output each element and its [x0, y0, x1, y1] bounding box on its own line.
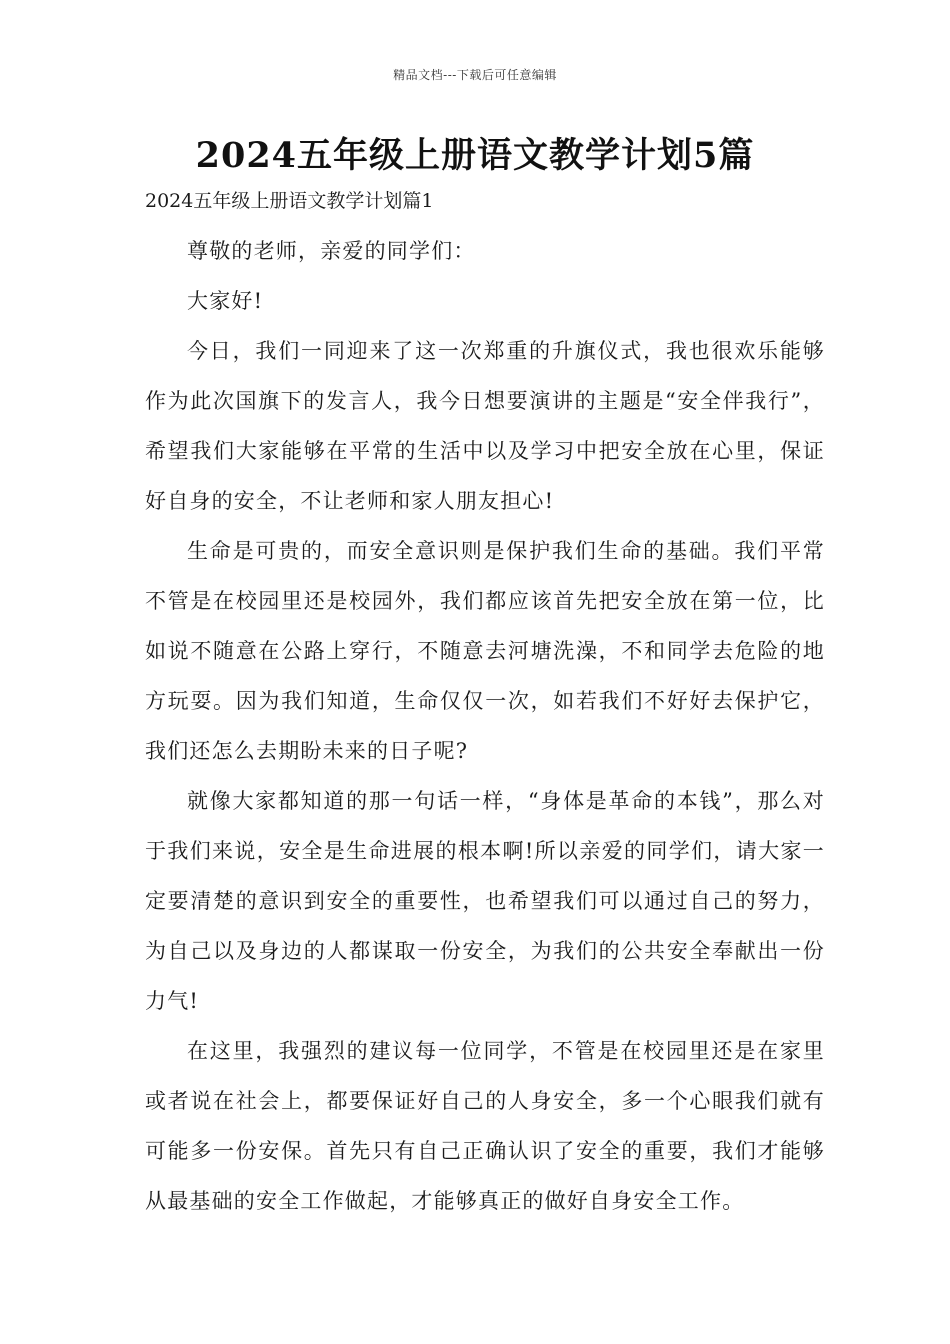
paragraph: 就像大家都知道的那一句话一样，“身体是革命的本钱”，那么对于我们来说，安全是生命进展的根本啊!所以亲爱的同学们，请大家一定要清楚的意识到安全的重要性，也希望我们可以通过自己的努力，为自己以及身边的人都谋取一份安全，为我们的公共安全奉献出一份力气! [145, 789, 825, 1013]
header-note: 精品文档---下载后可任意编辑 [393, 68, 557, 82]
section-subtitle: 2024五年级上册语文教学计划篇1 [145, 190, 434, 212]
paragraph-salutation: 尊敬的老师，亲爱的同学们： [187, 239, 476, 263]
paragraph: 今日，我们一同迎来了这一次郑重的升旗仪式，我也很欢乐能够作为此次国旗下的发言人，我今日想要演讲的主题是“安全伴我行”，希望我们大家能够在平常的生活中以及学习中把安全放在心里，保证好自身的安全，不让老师和家人朋友担心! [145, 339, 825, 513]
paragraph: 在这里，我强烈的建议每一位同学，不管是在校园里还是在家里或者说在社会上，都要保证好自己的人身安全，多一个心眼我们就有可能多一份安保。首先只有自己正确认识了安全的重要，我们才能够从最基础的安全工作做起，才能够真正的做好自身安全工作。 [145, 1039, 825, 1213]
document-body [145, 226, 825, 1226]
page-title: 2024五年级上册语文教学计划5篇 [195, 135, 755, 176]
paragraph-greeting: 大家好! [187, 289, 264, 313]
paragraph: 生命是可贵的，而安全意识则是保护我们生命的基础。我们平常不管是在校园里还是校园外，我们都应该首先把安全放在第一位，比如说不随意在公路上穿行，不随意去河塘洗澡，不和同学去危险的地方玩耍。因为我们知道，生命仅仅一次，如若我们不好好去保护它，我们还怎么去期盼未来的日子呢? [145, 539, 825, 763]
